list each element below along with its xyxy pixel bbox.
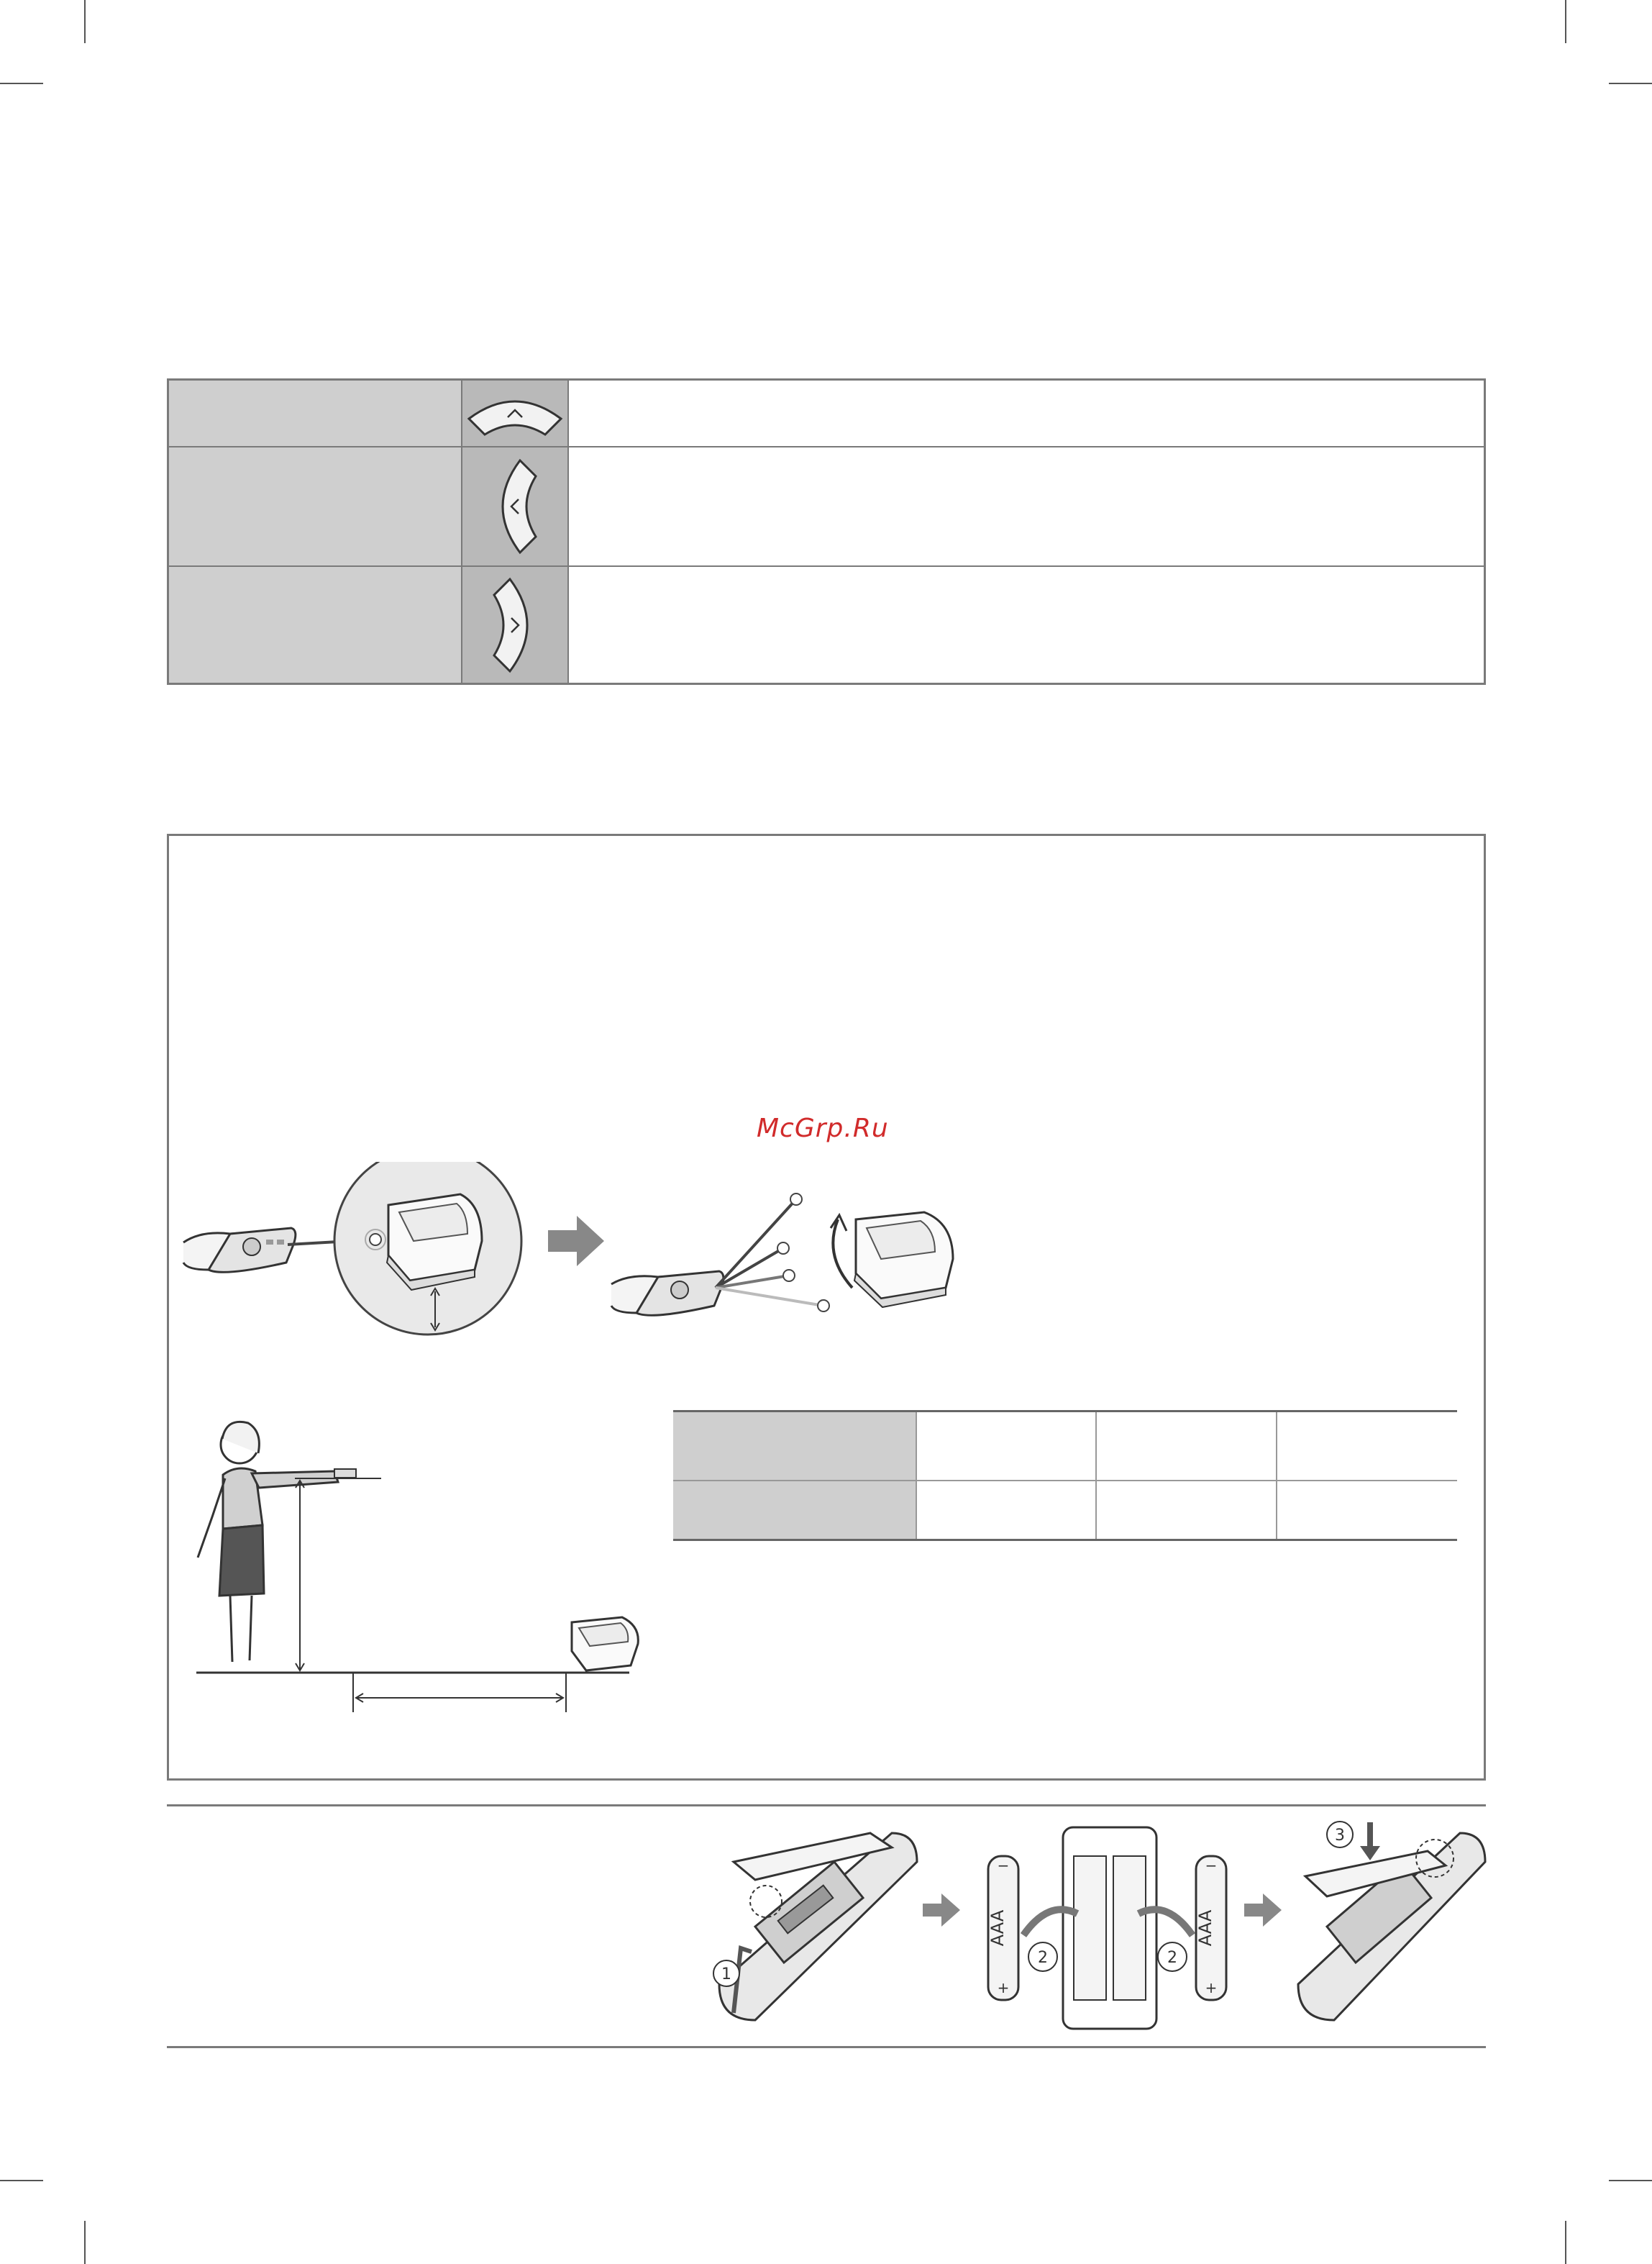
remote-range-table bbox=[673, 1410, 1457, 1541]
table-row bbox=[169, 447, 1484, 567]
table-header-cell bbox=[673, 1412, 916, 1480]
table-border bbox=[673, 1539, 1457, 1541]
left-arrow-button-icon bbox=[462, 447, 569, 565]
section-divider bbox=[167, 2046, 1486, 2048]
step-number: 1 bbox=[721, 1965, 731, 1983]
battery-plus-label: + bbox=[997, 1979, 1010, 1996]
button-description-cell bbox=[569, 381, 1484, 446]
crop-mark bbox=[0, 83, 43, 84]
section-divider bbox=[167, 1804, 1486, 1806]
watermark: McGrp.Ru bbox=[757, 1114, 889, 1143]
crop-mark bbox=[0, 2180, 43, 2181]
crop-mark bbox=[84, 2221, 86, 2264]
next-step-arrow-icon bbox=[923, 1894, 960, 1927]
remote-angle-illustration bbox=[608, 1191, 1010, 1349]
table-divider bbox=[916, 1412, 917, 1539]
remote-distance-illustration bbox=[191, 1410, 651, 1727]
battery-minus-label: − bbox=[997, 1857, 1010, 1874]
crop-mark bbox=[1609, 83, 1652, 84]
table-row bbox=[169, 567, 1484, 683]
button-label-cell bbox=[169, 447, 462, 565]
button-label-cell bbox=[169, 381, 462, 446]
step-number: 2 bbox=[1038, 1949, 1048, 1967]
right-arrow-button-icon bbox=[462, 567, 569, 683]
crop-mark bbox=[1565, 0, 1566, 43]
button-description-cell bbox=[569, 567, 1484, 683]
battery-minus-label: − bbox=[1205, 1857, 1218, 1874]
remote-pointing-illustration bbox=[180, 1162, 611, 1342]
table-divider bbox=[1095, 1412, 1097, 1539]
next-step-arrow-icon bbox=[1244, 1894, 1282, 1927]
table-border bbox=[673, 1480, 1457, 1481]
crop-mark bbox=[84, 0, 86, 43]
battery-type-label: AAA bbox=[987, 1909, 1008, 1947]
battery-open-cover-illustration bbox=[712, 1819, 921, 2027]
step-number: 3 bbox=[1335, 1827, 1345, 1845]
crop-mark bbox=[1565, 2221, 1566, 2264]
table-divider bbox=[1276, 1412, 1277, 1539]
battery-close-cover-illustration bbox=[1291, 1819, 1489, 2027]
battery-insert-illustration bbox=[984, 1820, 1236, 2036]
button-description-cell bbox=[569, 447, 1484, 565]
table-border bbox=[673, 1410, 1457, 1412]
step-number: 2 bbox=[1167, 1949, 1177, 1967]
next-step-arrow-icon bbox=[548, 1216, 606, 1266]
crop-mark bbox=[1609, 2180, 1652, 2181]
battery-plus-label: + bbox=[1205, 1979, 1218, 1996]
battery-type-label: AAA bbox=[1195, 1909, 1215, 1947]
up-arrow-button-icon bbox=[462, 381, 569, 446]
table-row bbox=[169, 381, 1484, 447]
button-label-cell bbox=[169, 567, 462, 683]
table-header-cell bbox=[673, 1481, 916, 1539]
direction-button-table bbox=[167, 378, 1486, 685]
